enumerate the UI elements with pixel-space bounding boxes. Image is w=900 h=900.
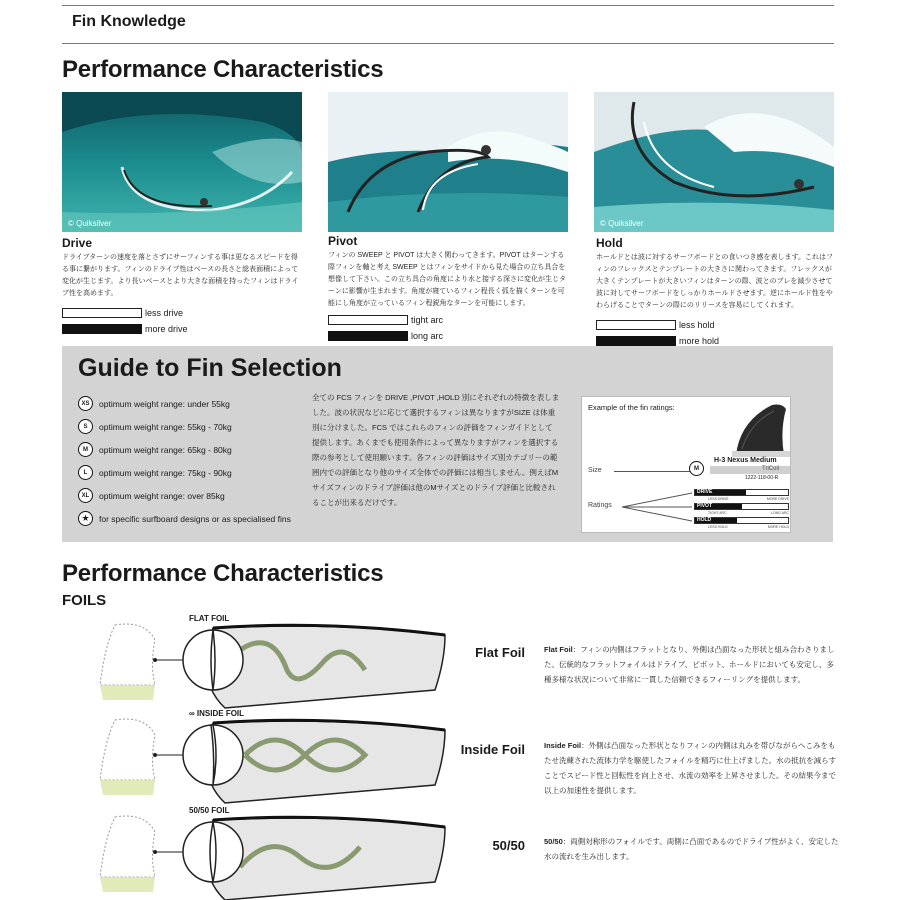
star-icon: ★: [78, 511, 93, 526]
size-row-xs: XS optimum weight range: under 55kg: [78, 396, 230, 411]
photo-credit: © Quiksilver: [68, 219, 112, 228]
foil-figure: [95, 806, 455, 900]
drive-bar-low: less drive: [62, 306, 302, 319]
foils-section-title: Performance Characteristics: [62, 560, 384, 587]
size-badge-icon: L: [78, 465, 93, 480]
size-row-xl: XL optimum weight range: over 85kg: [78, 488, 225, 503]
drive-bar-high: more drive: [62, 322, 302, 335]
fin-sub: TriCoil: [762, 466, 780, 472]
empty-bar: [596, 320, 676, 330]
empty-bar: [328, 315, 408, 325]
guide-title: Guide to Fin Selection: [78, 354, 342, 382]
size-row-m: M optimum weight range: 65kg - 80kg: [78, 442, 232, 457]
fifty-fifty-label: 50/50: [492, 838, 525, 853]
rating-name: PIVOT: [697, 503, 713, 509]
fin-code: 1222-118-00-R: [745, 475, 779, 481]
guide-description: 全ての FCS フィンを DRIVE ,PIVOT ,HOLD 別にそれぞれの特徴を表しました。波の状況などに応じて選択するフィンは異なりますがSIZE は体重別に分けました。FCS ではこれらのフィンの評価をフィンガイドとして提供します。あくまでも使用条件によって異なりますがフィンを選択する際の参考として使用願います。各フィンの評価はサイズ別カテゴリーの範囲内での評価となり他のサイズ全体での評価には相当しません。例えばMサイズフィンのドライブ評価は他のMサイズとのドライブ評価と比較されることが出来るだけです。: [312, 393, 560, 507]
size-badge-icon: M: [689, 461, 704, 476]
rating-low-label: LESS HOLD: [708, 525, 728, 529]
hold-text: ホールドとは波に対するサーフボードとの食いつき感を表します。これはフィンのフレックスとテンプレートの大きさに関わってきます。フレックスが大きくテンプレートが大きいフィンはターンの際、波とのブレを減少させて波に対してサーフボードをしっかりホールドさせます。逆にホールド性をやわらげることでターンの際にのリリースを容易にしてくれます。: [596, 254, 833, 309]
flat-foil-label: Flat Foil: [475, 645, 525, 660]
hold-bar-low: less hold: [596, 318, 836, 331]
foil-figure: [95, 709, 455, 815]
hold-heading: Hold: [596, 236, 623, 250]
pivot-photo: [328, 92, 568, 232]
rating-low-label: LESS DRIVE: [708, 497, 729, 501]
photo-credit: © Quiksilver: [600, 219, 644, 228]
foil-figure: [95, 614, 455, 720]
empty-bar: [62, 308, 142, 318]
page-header-title: Fin Knowledge: [72, 13, 186, 30]
fin-name: H-3 Nexus Medium: [714, 457, 777, 464]
size-badge-icon: M: [78, 442, 93, 457]
pivot-bar-low: tight arc: [328, 313, 568, 326]
hold-bar-high: more hold: [596, 334, 836, 347]
example-caption: Example of the fin ratings:: [588, 403, 675, 412]
rating-row-hold: [694, 517, 789, 531]
inside-foil-text: Inside Foil：外側は凸面なった形状となりフィンの内側は丸みを帯びながらへこみをもたせ洗練された流体力学を駆使したフォイルを精巧に仕上げました。水の抵抗を減らすことでスピード性と回転性を向上させ、水流の効率を上昇させました。その結果今まで以上の加速性を提供します。: [544, 741, 837, 795]
size-badge-icon: S: [78, 419, 93, 434]
rating-row-drive: [694, 489, 789, 503]
full-bar: [596, 336, 676, 346]
ratings-arrows: [622, 487, 694, 527]
hold-photo: [594, 92, 834, 232]
rating-name: DRIVE: [697, 489, 713, 495]
inside-foil-label: Inside Foil: [460, 742, 525, 757]
drive-heading: Drive: [62, 236, 93, 250]
flat-foil-text: Flat Foil：フィンの内側はフラットとなり、外側は凸面なった形状と組み合わさりました。伝統的なフラットフォイルはドライブ、ピボット、ホールドにおいても安定し、多種多様な状況について非常に一貫した信頼できるフィーリングを提供します。: [544, 645, 835, 684]
size-row-s: S optimum weight range: 55kg - 70kg: [78, 419, 232, 434]
full-bar: [62, 324, 142, 334]
pivot-heading: Pivot: [328, 234, 358, 248]
rating-rows: [694, 489, 789, 531]
drive-photo: [62, 92, 302, 232]
rating-row-pivot: [694, 503, 789, 517]
section-title: Performance Characteristics: [62, 56, 384, 83]
foils-subtitle: FOILS: [62, 592, 107, 609]
pivot-bar-high: long arc: [328, 329, 568, 342]
ratings-label: Ratings: [588, 502, 612, 509]
size-badge-icon: XS: [78, 396, 93, 411]
size-row-special: ★ for specific surfboard designs or as specialised fins: [78, 511, 291, 526]
foil-figure-label: FLAT FOIL: [189, 614, 230, 623]
drive-text: ドライブターンの速度を落とさずにサーフィンする事は更なるスピードを得る事に繋がります。フィンのドライブ性はベースの長さと総表面積によって変化が生じます。より長いベースとより大きな面積を持ったフィンはドライブ性を高めます。: [62, 254, 299, 297]
rating-low-label: TIGHT ARC: [708, 511, 727, 515]
pivot-text: フィンの SWEEP と PIVOT は大きく関わってきます。PIVOT はターンする際フィンを軸と考え SWEEP とはフィンをサイドから見た場合の立ち具合を想像して下さい。この立ち具合の角度により水と接する深さに変化が生じターンに影響が生まれます。角度が寝ているフィン程長く弧を描くターンを可能にし角度が立っているフィン程鋭角なターンを可能にします。: [328, 252, 566, 307]
foil-figure-label: ∞ INSIDE FOIL: [189, 709, 245, 718]
fin-icon: [732, 401, 790, 457]
fin-selection-guide: [62, 346, 833, 542]
full-bar: [328, 331, 408, 341]
rating-high-label: MORE HOLD: [767, 525, 789, 529]
size-label: Size: [588, 467, 602, 474]
size-badge-icon: XL: [78, 488, 93, 503]
fifty-fifty-text: 50/50：両側対称形のフォイルです。両側に凸面であるのでドライブ性がよく、安定した水の流れを生み出します。: [544, 837, 839, 861]
rating-name: HOLD: [697, 517, 712, 523]
foil-figure-label: 50/50 FOIL: [189, 806, 230, 815]
size-row-l: L optimum weight range: 75kg - 90kg: [78, 465, 232, 480]
rating-example-box: [581, 396, 791, 533]
rating-high-label: MORE DRIVE: [766, 497, 789, 501]
rating-high-label: LONG ARC: [770, 511, 789, 515]
